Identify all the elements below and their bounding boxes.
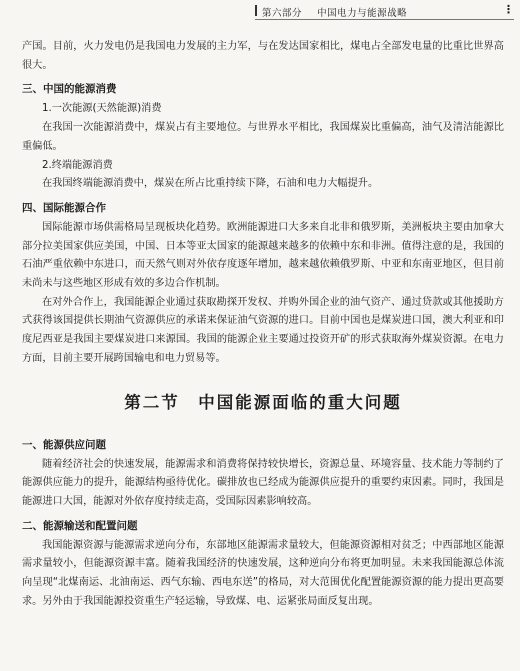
subheading-final-energy: 2.终端能源消费 xyxy=(42,159,113,171)
heading-supply-issue: 一、能源供应问题 xyxy=(22,438,106,451)
running-header xyxy=(262,5,407,19)
header-mark: ⋮ xyxy=(503,3,514,16)
paragraph-supply-issue: 随着经济社会的快速发展，能源需求和消费将保持较快增长，资源总量、环境容量、技术能力等制约了能源供应能力的提升，能源结构亟待优化。碳排放也已经成为能源供应提升的重要约束因素。同时，我国是能源进口大国，能源对外依存度持续走高，受国际因素影响较高。 xyxy=(22,458,504,507)
header-rule xyxy=(255,19,514,20)
paragraph-foreign-cooperation: 在对外合作上，我国能源企业通过获取勘探开发权、并购外国企业的油气资产、通过贷款或其他援助方式获得该国提供长期油气资源供应的承诺来保证油气资源的进口。目前中国也是煤炭进口国，澳大利亚和印度尼西亚是我国主要煤炭进口来源国。我国的能源企业主要通过投资开矿的形式获取海外煤炭资源。在电力方面，目前主要开展跨国输电和电力贸易等。 xyxy=(22,296,504,364)
paragraph-transport-issue: 我国能源资源与能源需求逆向分布，东部地区能源需求量较大，但能源资源相对贫乏；中西部地区能源需求量较小，但能源资源丰富。随着我国经济的快速发展，这种逆向分布将更加明显。未来我国能源总体流向呈现“北煤南运、北油南运、西气东输、西电东送”的格局，对大范围优化配置能源资源的能力提出更高要求。另外由于我国能源投资重生产轻运输，导致煤、电、运紧张局面反复出现。 xyxy=(22,539,504,607)
paragraph-final-energy: 在我国终端能源消费中，煤炭在所占比重持续下降，石油和电力大幅提升。 xyxy=(42,178,379,190)
page-content xyxy=(22,38,504,611)
header-bar xyxy=(255,5,257,16)
section-title: 第二节 中国能源面临的重大问题 xyxy=(124,392,402,412)
subheading-primary-energy: 1.一次能源(天然能源)消费 xyxy=(42,103,162,115)
paragraph-market-pattern: 国际能源市场供需格局呈现板块化趋势。欧洲能源进口大多来自北非和俄罗斯，美洲板块主要由加拿大部分拉美国家供应美国，中国、日本等亚太国家的能源越来越多的依赖中东和非洲。值得注意的是，我国的石油严重依赖中东进口，而天然气则对外依存度逐年增加，越来越依赖俄罗斯、中亚和东南亚地区，但目前未尚未与这些地区形成有效的多边合作机制。 xyxy=(22,221,504,290)
heading-transport-issue: 二、能源输送和配置问题 xyxy=(22,519,138,532)
header-title: 中国电力与能源战略 xyxy=(317,8,408,19)
page-header xyxy=(0,0,520,20)
paragraph-primary-energy: 在我国一次能源消费中，煤炭占有主要地位。与世界水平相比，我国煤炭比重偏高，油气及清洁能源比重偏低。 xyxy=(22,122,504,152)
heading-energy-consumption: 三、中国的能源消费 xyxy=(22,83,117,96)
paragraph-continued: 产国。目前，火力发电仍是我国电力发展的主力军，与在发达国家相比，煤电占全部发电量的比重比世界高很大。 xyxy=(22,41,504,71)
header-part: 第六部分 xyxy=(262,8,303,19)
heading-international-cooperation: 四、国际能源合作 xyxy=(22,201,106,214)
